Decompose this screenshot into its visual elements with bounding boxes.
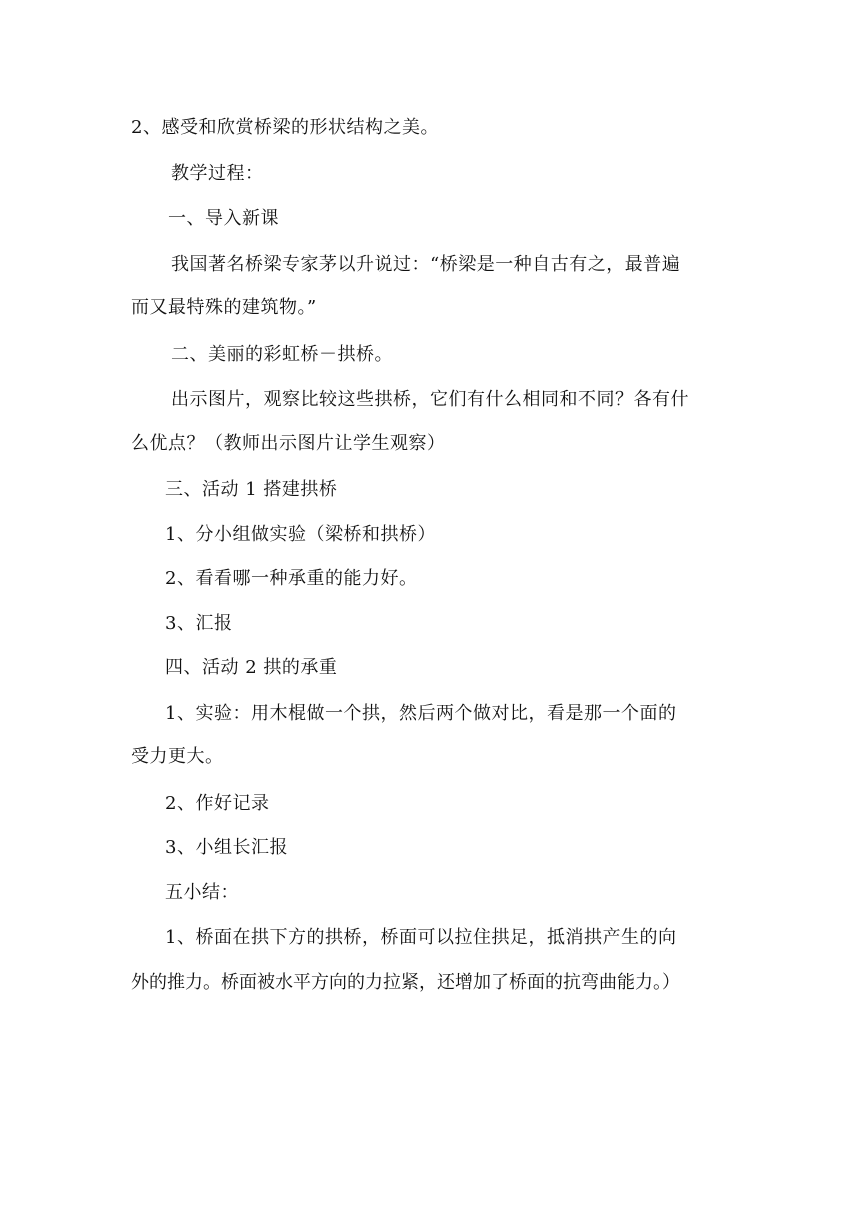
summary-line-2: 外的推力。桥面被水平方向的力拉紧，还增加了桥面的抗弯曲能力。）: [131, 972, 680, 993]
activity2-step-2: 2、作好记录: [165, 793, 270, 814]
section-4-heading: 四、活动 2 拱的承重: [165, 657, 338, 678]
experiment-line-2: 受力更大。: [131, 746, 224, 767]
quote-line-2: 而又最特殊的建筑物。”: [131, 297, 317, 318]
section-2-heading: 二、美丽的彩虹桥－拱桥。: [171, 344, 393, 365]
observe-line-2: 么优点？（教师出示图片让学生观察）: [131, 433, 446, 454]
observe-line-1: 出示图片，观察比较这些拱桥，它们有什么相同和不同？各有什: [171, 389, 689, 410]
section-3-heading: 三、活动 1 搭建拱桥: [165, 479, 338, 500]
section-5-heading: 五小结：: [165, 882, 239, 903]
section-1-heading: 一、导入新课: [168, 208, 279, 229]
quote-line-1: 我国著名桥梁专家茅以升说过：“桥梁是一种自古有之，最普遍: [171, 254, 681, 275]
activity1-step-3: 3、汇报: [165, 613, 233, 634]
summary-line-1: 1、桥面在拱下方的拱桥，桥面可以拉住拱足，抵消拱产生的向: [165, 927, 677, 948]
activity1-step-2: 2、看看哪一种承重的能力好。: [165, 568, 418, 589]
activity2-step-3: 3、小组长汇报: [165, 837, 288, 858]
activity1-step-1: 1、分小组做实验（梁桥和拱桥）: [165, 524, 436, 545]
teaching-process-heading: 教学过程：: [171, 163, 264, 184]
experiment-line-1: 1、实验：用木棍做一个拱，然后两个做对比，看是那一个面的: [165, 703, 677, 724]
objective-2-line: 2、感受和欣赏桥梁的形状结构之美。: [131, 117, 439, 138]
